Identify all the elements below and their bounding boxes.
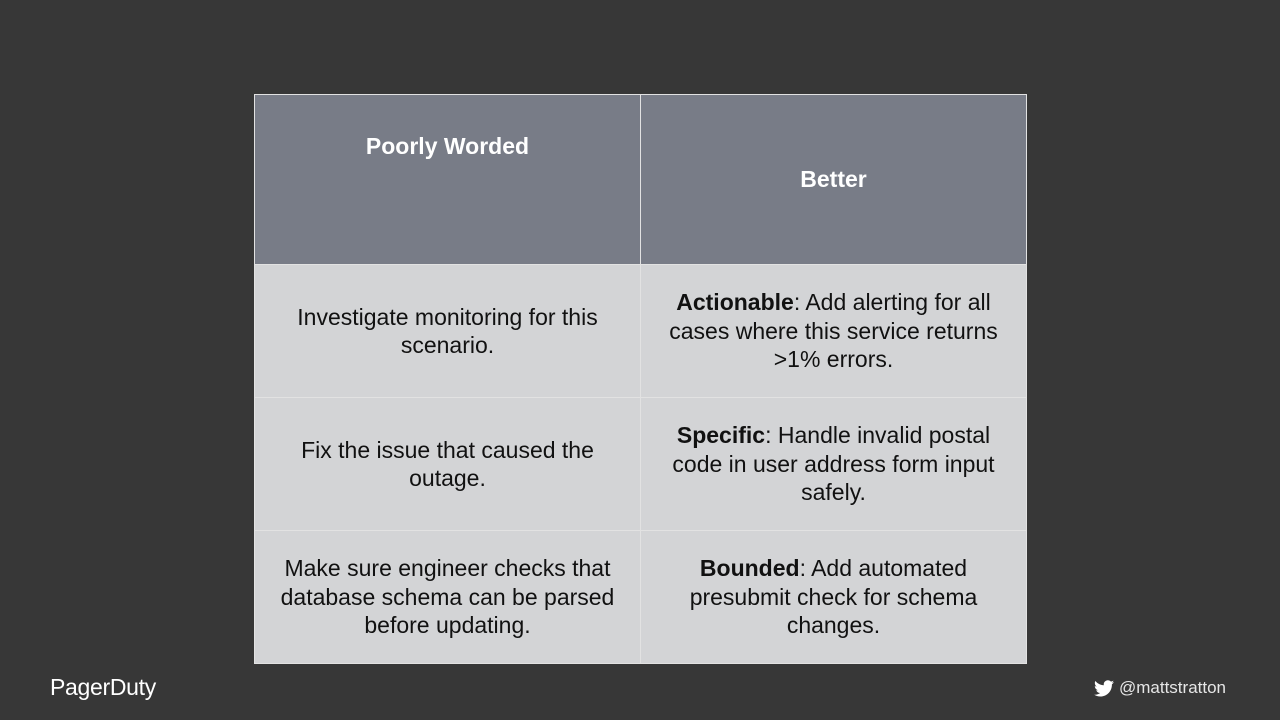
better-cell (641, 265, 1027, 398)
twitter-handle (1094, 678, 1226, 698)
better-keyword: Bounded (699, 555, 800, 582)
better-text: : Add automated presubmit check for schema changes. (689, 555, 978, 639)
table-row (255, 531, 1027, 664)
comparison-table (254, 94, 1027, 664)
poorly-worded-cell: Fix the issue that caused the outage. (255, 398, 641, 531)
poorly-worded-cell: Investigate monitoring for this scenario. (255, 265, 641, 398)
better-cell (641, 531, 1027, 664)
twitter-bird-icon (1094, 680, 1114, 697)
better-text: : Add alerting for all cases where this service returns >1% errors. (669, 289, 998, 373)
pagerduty-logo: PagerDuty (50, 674, 156, 700)
table-header-row (255, 95, 1027, 265)
poorly-worded-cell: Make sure engineer checks that database schema can be parsed before updating. (255, 531, 641, 664)
better-text: : Handle invalid postal code in user address form input safely. (672, 422, 995, 506)
header-better: Better (641, 95, 1027, 265)
header-poorly-worded: Poorly Worded (255, 95, 641, 265)
better-cell (641, 398, 1027, 531)
table-row (255, 265, 1027, 398)
better-keyword: Specific (676, 422, 766, 449)
table-row (255, 398, 1027, 531)
handle-text: @mattstratton (1118, 678, 1226, 697)
better-keyword: Actionable (676, 289, 794, 316)
